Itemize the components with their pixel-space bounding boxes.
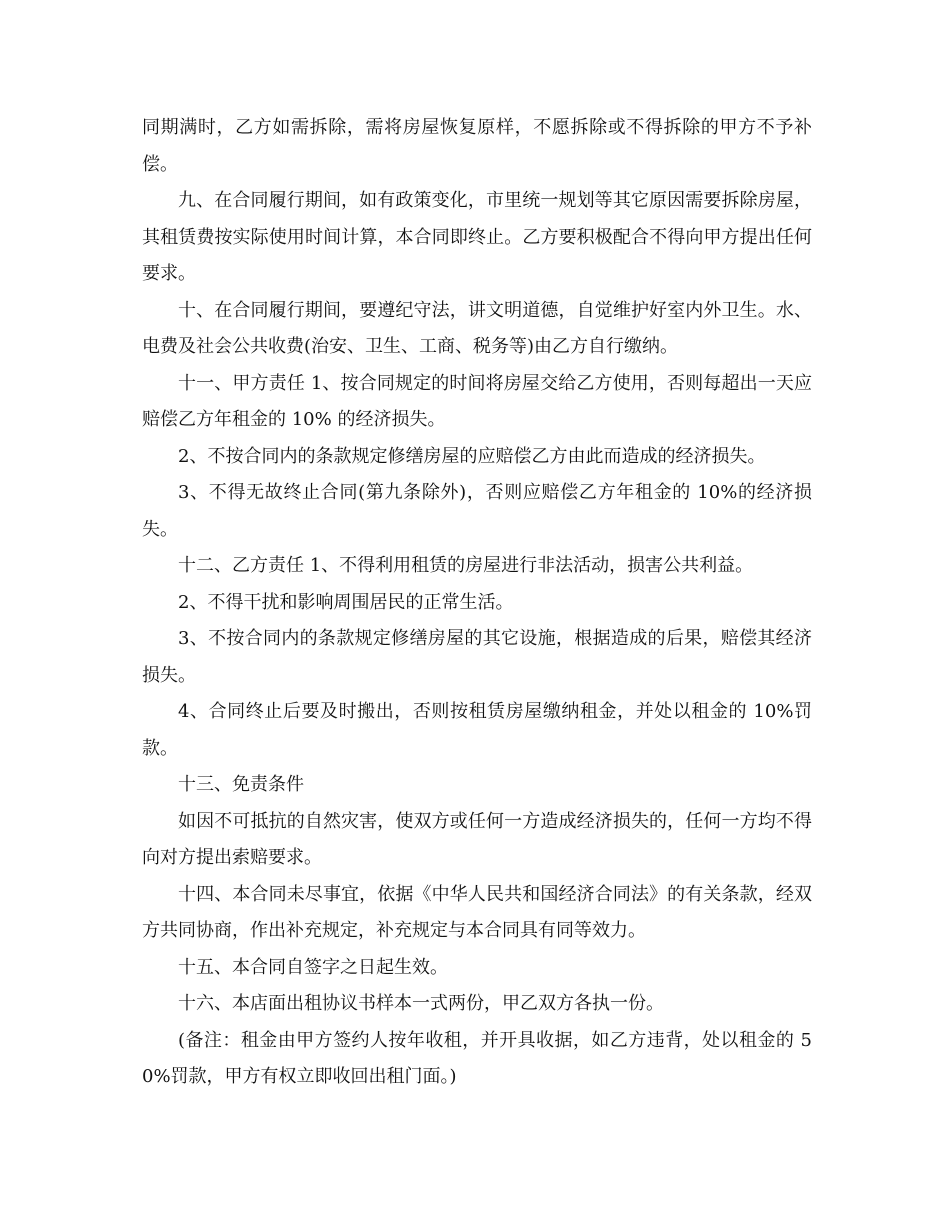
paragraph-clause-13-body: 如因不可抵抗的自然灾害，使双方或任何一方造成经济损失的，任何一方均不得向对方提出索赔要求。 bbox=[142, 810, 812, 868]
paragraph-clause-14: 十四、本合同未尽事宜，依据《中华人民共和国经济合同法》的有关条款，经双方共同协商，作出补充规定，补充规定与本合同具有同等效力。 bbox=[142, 883, 812, 941]
paragraph-clause-12-item-4: 4、合同终止后要及时搬出，否则按租赁房屋缴纳租金，并处以租金的 10%罚款。 bbox=[142, 701, 812, 759]
paragraph-clause-13-heading: 十三、免责条件 bbox=[178, 774, 304, 795]
paragraph-remark: (备注：租金由甲方签约人按年收租，并开具收据，如乙方违背，处以租金的 50%罚款，甲方有权立即收回出租门面。) bbox=[142, 1029, 812, 1087]
paragraph-clause-12-item-3: 3、不按合同内的条款规定修缮房屋的其它设施，根据造成的后果，赔偿其经济损失。 bbox=[142, 628, 812, 686]
paragraph-clause-12: 十二、乙方责任 1、不得利用租赁的房屋进行非法活动，损害公共利益。 bbox=[178, 555, 754, 576]
paragraph-clause-11-item-2: 2、不按合同内的条款规定修缮房屋的应赔偿乙方由此而造成的经济损失。 bbox=[178, 445, 766, 467]
paragraph-clause-16: 十六、本店面出租协议书样本一式两份，甲乙双方各执一份。 bbox=[178, 993, 664, 1014]
paragraph-continuation: 同期满时，乙方如需拆除，需将房屋恢复原样，不愿拆除或不得拆除的甲方不予补偿。 bbox=[142, 117, 812, 175]
document-body bbox=[142, 110, 812, 1096]
paragraph-clause-15: 十五、本合同自签字之日起生效。 bbox=[178, 956, 448, 978]
paragraph-clause-9: 九、在合同履行期间，如有政策变化，市里统一规划等其它原因需要拆除房屋，其租赁费按实际使用时间计算，本合同即终止。乙方要积极配合不得向甲方提出任何要求。 bbox=[142, 190, 812, 284]
paragraph-clause-10: 十、在合同履行期间，要遵纪守法，讲文明道德，自觉维护好室内外卫生。水、电费及社会公共收费(治安、卫生、工商、税务等)由乙方自行缴纳。 bbox=[142, 299, 812, 357]
paragraph-clause-12-item-2: 2、不得干扰和影响周围居民的正常生活。 bbox=[178, 591, 514, 613]
paragraph-clause-11: 十一、甲方责任 1、按合同规定的时间将房屋交给乙方使用，否则每超出一天应赔偿乙方年租金的 10% 的经济损失。 bbox=[142, 372, 812, 430]
paragraph-clause-11-item-3: 3、不得无故终止合同(第九条除外)，否则应赔偿乙方年租金的 10%的经济损失。 bbox=[142, 482, 812, 540]
